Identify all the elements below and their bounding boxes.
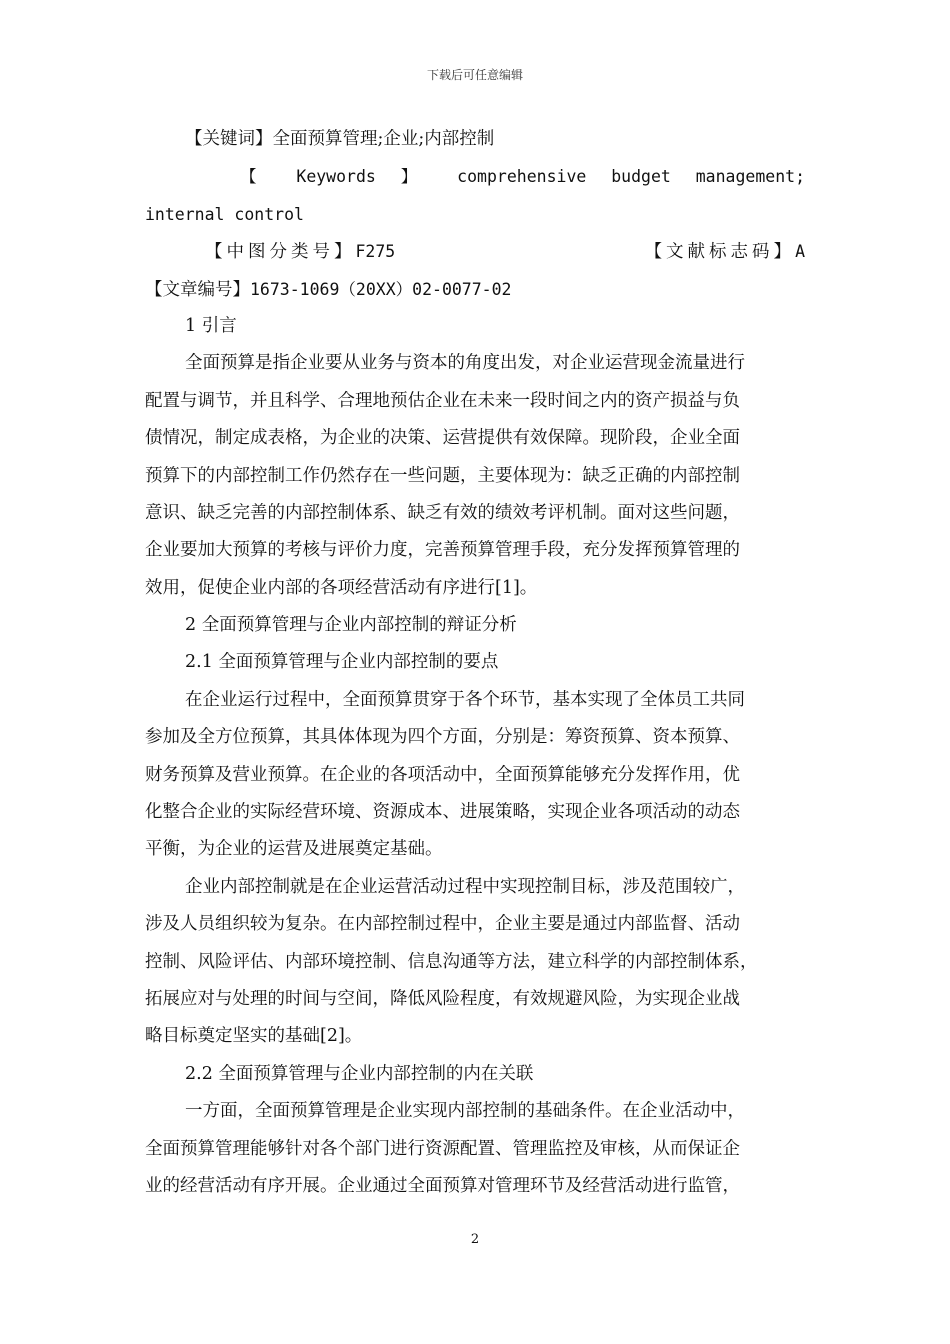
keywords-en-line-1 xyxy=(145,158,805,195)
section-2-heading: 2 全面预算管理与企业内部控制的辩证分析 xyxy=(185,615,517,636)
s1-line-6: 企业要加大预算的考核与评价力度，完善预算管理手段，充分发挥预算管理的 xyxy=(145,540,740,561)
keywords-cn-text: 全面预算管理;企业;内部控制 xyxy=(272,129,495,149)
section-2-1-heading: 2.1 全面预算管理与企业内部控制的要点 xyxy=(185,652,499,673)
clc-label: 【中图分类号】 xyxy=(205,242,356,263)
keywords-en-label: 【 Keywords 】 xyxy=(240,167,433,187)
page-header: 下载后可任意编辑 xyxy=(426,68,523,82)
page-number: 2 xyxy=(470,1232,480,1247)
s21-p2-line-1: 企业内部控制就是在企业运营活动过程中实现控制目标，涉及范围较广， xyxy=(185,876,745,897)
s1-line-2: 配置与调节，并且科学、合理地预估企业在未来一段时间之内的资产损益与负 xyxy=(145,390,740,411)
s21-p2-line-2: 涉及人员组织较为复杂。在内部控制过程中，企业主要是通过内部监督、活动 xyxy=(145,914,740,935)
keywords-cn-label: 【关键词】 xyxy=(185,129,273,149)
s21-p1-line-1: 在企业运行过程中，全面预算贯穿于各个环节，基本实现了全体员工共同 xyxy=(185,689,745,710)
s1-line-4: 预算下的内部控制工作仍然存在一些问题，主要体现为：缺乏正确的内部控制 xyxy=(145,465,740,486)
s1-line-3: 债情况，制定成表格，为企业的决策、运营提供有效保障。现阶段，企业全面 xyxy=(145,428,740,449)
article-number-line xyxy=(145,271,805,308)
s21-p2-line-4: 拓展应对与处理的时间与空间，降低风险程度，有效规避风险，为实现企业战 xyxy=(145,988,740,1009)
keywords-cn-line xyxy=(145,121,805,158)
s21-p1-line-4: 化整合企业的实际经营环境、资源成本、进展策略，实现企业各项活动的动态 xyxy=(145,802,740,823)
clc-field xyxy=(205,233,395,270)
s21-p1-line-3: 财务预算及营业预算。在企业的各项活动中，全面预算能够充分发挥作用，优 xyxy=(145,764,740,785)
s1-line-7: 效用，促使企业内部的各项经营活动有序进行[1]。 xyxy=(145,577,538,598)
s21-p1-line-2: 参加及全方位预算，其具体体现为四个方面，分别是：筹资预算、资本预算、 xyxy=(145,727,740,748)
keywords-en-text-1: comprehensive budget management; xyxy=(457,167,805,187)
s1-line-1: 全面预算是指企业要从业务与资本的角度出发，对企业运营现金流量进行 xyxy=(185,353,745,374)
document-body xyxy=(145,121,805,1205)
classification-line xyxy=(145,233,805,270)
s21-p2-line-5: 略目标奠定坚实的基础[2]。 xyxy=(145,1026,363,1047)
doc-code-field xyxy=(645,233,805,270)
s21-p1-line-5: 平衡，为企业的运营及进展奠定基础。 xyxy=(145,839,443,860)
s22-p1-line-1: 一方面，全面预算管理是企业实现内部控制的基础条件。在企业活动中， xyxy=(185,1101,745,1122)
section-1-heading: 1 引言 xyxy=(185,315,237,336)
clc-value: F275 xyxy=(355,242,396,262)
s22-p1-line-2: 全面预算管理能够针对各个部门进行资源配置、管理监控及审核，从而保证企 xyxy=(145,1138,740,1159)
doc-code-label: 【文献标志码】 xyxy=(644,242,796,263)
s1-line-5: 意识、缺乏完善的内部控制体系、缺乏有效的绩效考评机制。面对这些问题， xyxy=(145,502,740,523)
s21-p2-line-3: 控制、风险评估、内部环境控制、信息沟通等方法，建立科学的内部控制体系， xyxy=(145,951,758,972)
keywords-en-line-2: internal control xyxy=(145,204,304,224)
section-2-2-heading: 2.2 全面预算管理与企业内部控制的内在关联 xyxy=(185,1063,534,1084)
article-number-value: 1673-1069（20XX）02-0077-02 xyxy=(250,279,512,299)
doc-code-value: A xyxy=(795,242,805,262)
s22-p1-line-3: 业的经营活动有序开展。企业通过全面预算对管理环节及经营活动进行监管， xyxy=(145,1175,740,1196)
article-number-label: 【文章编号】 xyxy=(145,279,250,300)
